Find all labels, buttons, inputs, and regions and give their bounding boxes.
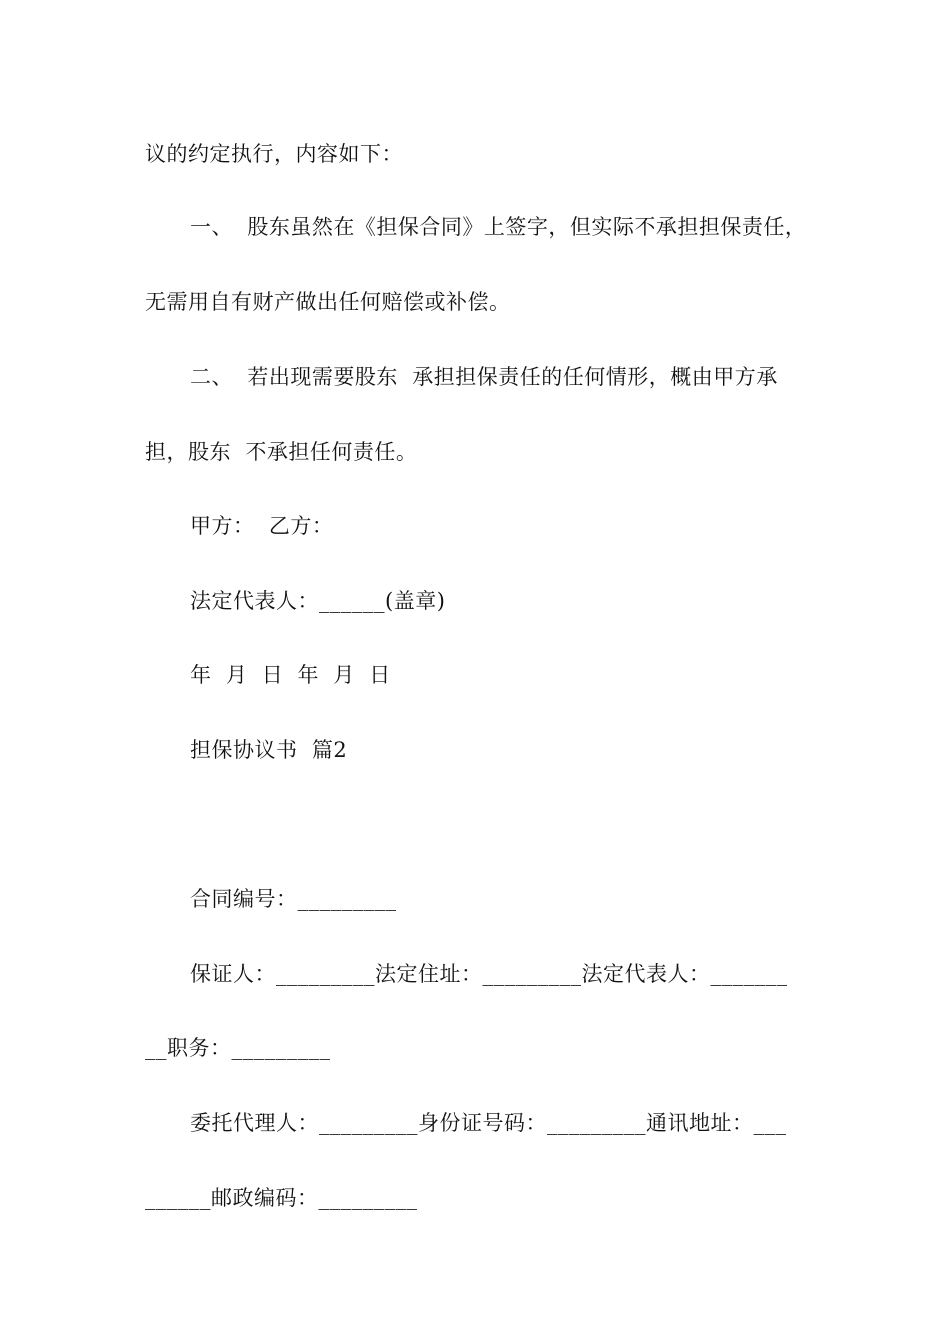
paragraph-line: 无需用自有财产做出任何赔偿或补偿。 bbox=[145, 290, 511, 314]
legal-representative-line: 法定代表人：______(盖章) bbox=[190, 589, 446, 613]
paragraph-line: 议的约定执行，内容如下： bbox=[145, 142, 403, 166]
guarantor-line: 保证人：_________法定住址：_________法定代表人：_______ bbox=[190, 962, 788, 986]
agent-line: 委托代理人：_________身份证号码：_________通讯地址：___ bbox=[190, 1111, 787, 1135]
contract-number-line: 合同编号：_________ bbox=[190, 887, 397, 911]
postal-code-line: ______邮政编码：_________ bbox=[145, 1186, 418, 1210]
date-line: 年 月 日 年 月 日 bbox=[190, 663, 391, 687]
paragraph-line: 担，股东 不承担任何责任。 bbox=[145, 440, 418, 464]
position-line: __职务：_________ bbox=[145, 1036, 331, 1060]
clause-one-line: 一、 股东虽然在《担保合同》上签字，但实际不承担担保责任， bbox=[190, 215, 807, 239]
party-labels: 甲方： 乙方： bbox=[190, 514, 334, 538]
clause-two-line: 二、 若出现需要股东 承担担保责任的任何情形，概由甲方承 bbox=[190, 365, 778, 389]
section-title: 担保协议书 篇2 bbox=[190, 738, 348, 762]
